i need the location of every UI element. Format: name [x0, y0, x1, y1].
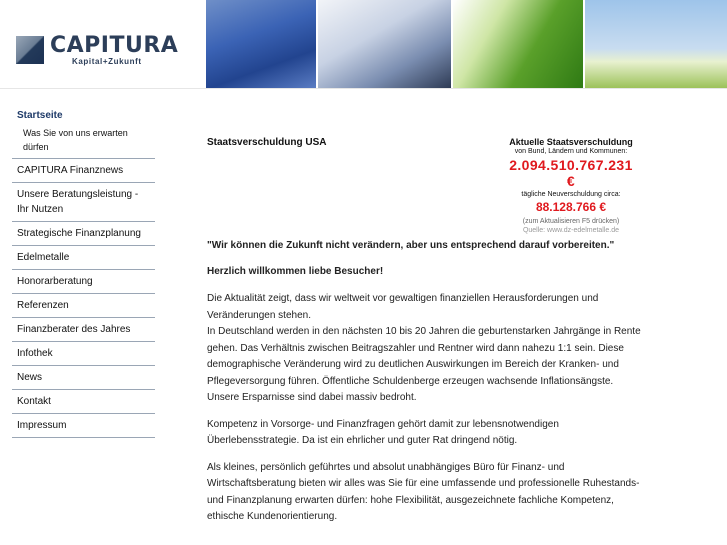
- debt-refresh-hint: (zum Aktualisieren F5 drücken): [522, 218, 620, 225]
- nav-item-referenzen[interactable]: Referenzen: [12, 294, 155, 318]
- paragraph-4: Als kleines, persönlich geführtes und absolut unabhängiges Büro für Finanz- und Wirtschaftsberatung bieten wir alles was Sie für eine umfassende und professionelle Ruhestands- und Finanzplanung erwarten dürfen: hohe Flexibilität, ausgezeichnete fachliche Kompetenz, ethische Kundenorientierung.: [207, 461, 640, 522]
- banner-image-calculator: [318, 0, 453, 88]
- nav-item-infothek[interactable]: Infothek: [12, 342, 155, 366]
- nav-subitem-erwarten[interactable]: Was Sie von uns erwarten dürfen: [12, 125, 155, 159]
- logo-tagline: Kapital+Zukunft: [72, 57, 142, 66]
- sidebar-nav: [12, 104, 155, 438]
- logo-name: CAPITURA: [50, 33, 179, 58]
- banner-image-buildings: [206, 0, 318, 88]
- nav-item-impressum[interactable]: Impressum: [12, 414, 155, 438]
- header-banner: [206, 0, 727, 88]
- debt-subtitle: von Bund, Ländern und Kommunen:: [514, 148, 628, 155]
- debt-daily-rate: 88.128.766 €: [535, 200, 607, 214]
- banner-image-clover: [453, 0, 585, 88]
- paragraph-2: In Deutschland werden in den nächsten 10 bis 20 Jahren die geburtenstarken Jahrgänge in Rente gehen. Das Verhältnis zwischen Beitragszahler und Rentner wird dann nahezu 1:1 sein. Diese demographische Veränderung wird zu deutlichen Auswirkungen im Bereich der Kranken- und Pflegeversorgung führen. Öffentliche Schuldenberge erzeugen wachsende Inflationsängste. Unsere Ersparnisse sind dabei massiv bedroht.: [207, 326, 641, 403]
- nav-item-beratungsleistung[interactable]: Unsere Beratungsleistung - Ihr Nutzen: [12, 183, 155, 222]
- logo-mark-icon: [16, 36, 44, 64]
- paragraph-1: Die Aktualität zeigt, dass wir weltweit vor gewaltigen finanziellen Herausforderungen und Veränderungen stehen.: [207, 293, 599, 321]
- nav-item-news[interactable]: News: [12, 366, 155, 390]
- nav-item-edelmetalle[interactable]: Edelmetalle: [12, 246, 155, 270]
- page-title: Staatsverschuldung USA: [207, 137, 327, 148]
- welcome-heading: Herzlich willkommen liebe Besucher!: [207, 266, 384, 277]
- nav-item-startseite[interactable]: Startseite: [17, 110, 63, 121]
- debt-rate-label: tägliche Neuverschuldung circa:: [521, 191, 621, 198]
- nav-item-kontakt[interactable]: Kontakt: [12, 390, 155, 414]
- debt-counter-widget: [504, 137, 638, 235]
- logo-area[interactable]: [0, 0, 206, 88]
- intro-text: [207, 291, 647, 536]
- nav-item-finanzplanung[interactable]: Strategische Finanzplanung: [12, 222, 155, 246]
- paragraph-3: Kompetenz in Vorsorge- und Finanzfragen gehört damit zur lebensnotwendigen Überlebensstrategie. Da ist ein ehrlicher und guter Rat dringend nötig.: [207, 418, 559, 446]
- banner-image-sky-hand: [585, 0, 727, 88]
- nav-item-finanznews[interactable]: CAPITURA Finanznews: [12, 159, 155, 183]
- debt-amount: 2.094.510.767.231 €: [509, 157, 633, 189]
- header-divider: [0, 88, 727, 89]
- motto-quote: "Wir können die Zukunft nicht verändern, aber uns entsprechend darauf vorbereiten.": [207, 240, 615, 251]
- nav-item-finanzberater[interactable]: Finanzberater des Jahres: [12, 318, 155, 342]
- nav-item-honorarberatung[interactable]: Honorarberatung: [12, 270, 155, 294]
- debt-source-link[interactable]: Quelle: www.dz-edelmetalle.de: [522, 227, 620, 234]
- debt-title: Aktuelle Staatsverschuldung: [509, 137, 633, 147]
